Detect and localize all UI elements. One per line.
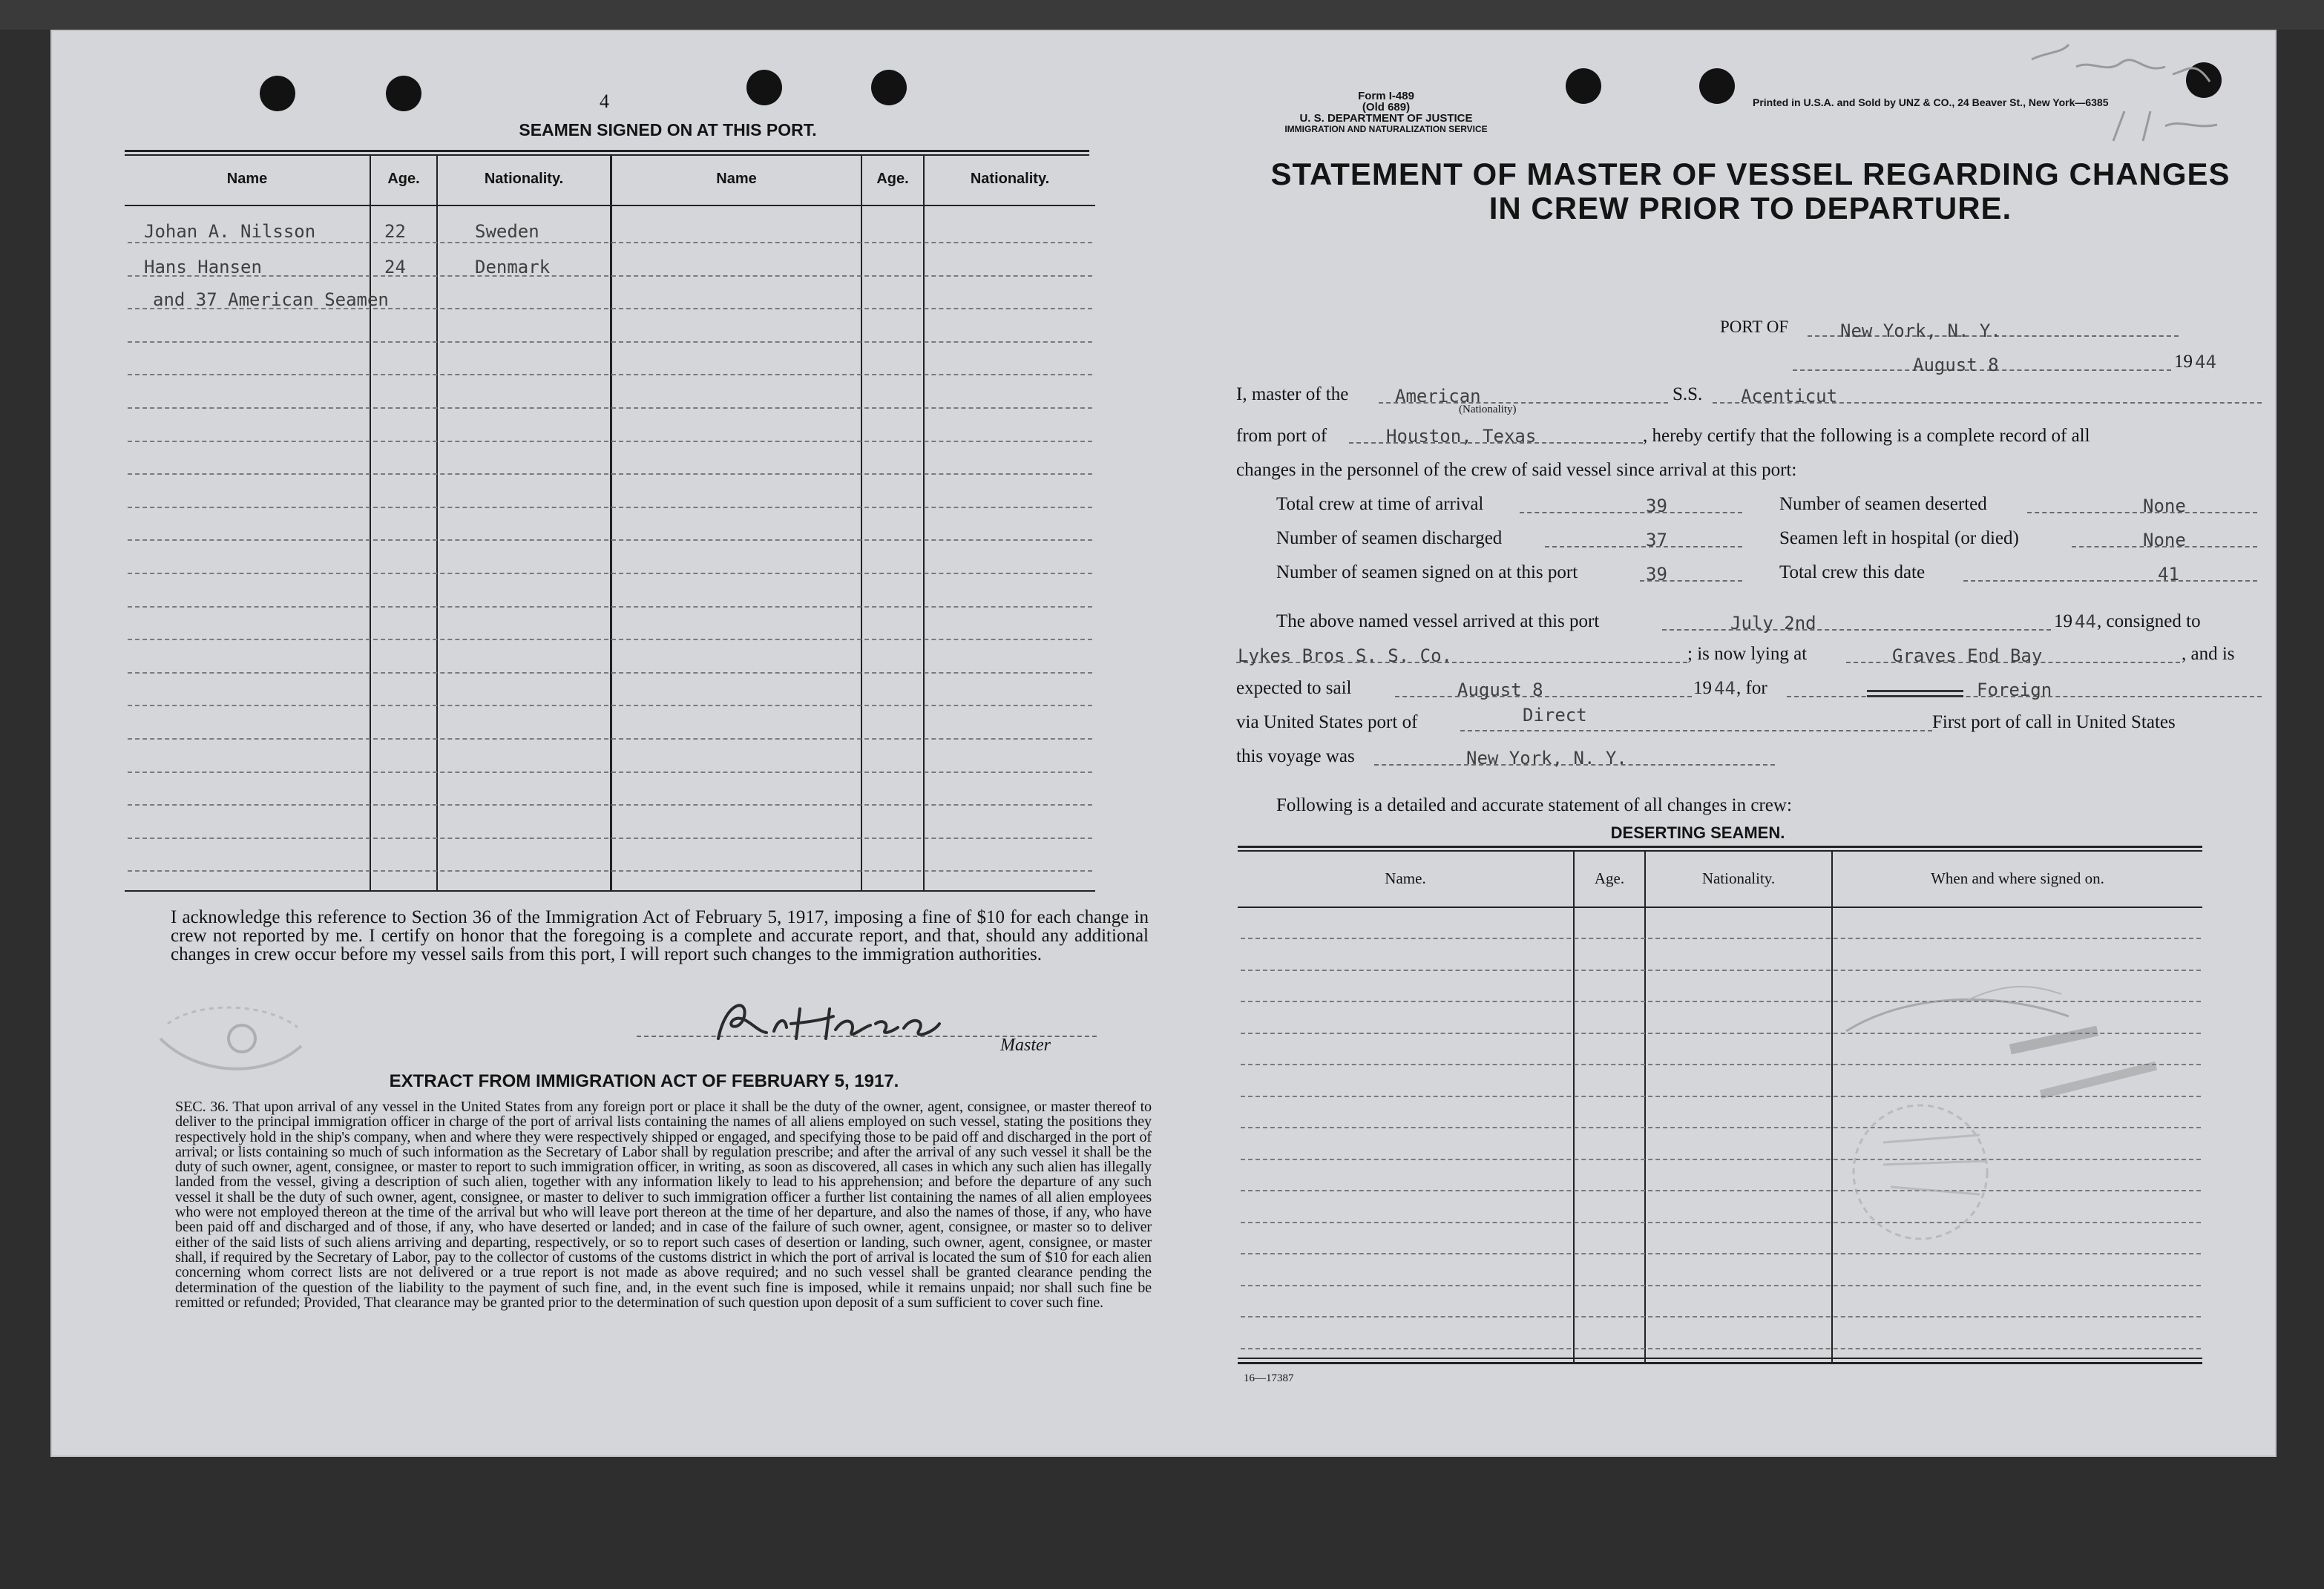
- top-border: [0, 0, 2324, 30]
- table-cell-nationality: Sweden: [475, 221, 539, 242]
- total-date-value: 41: [2158, 564, 2179, 585]
- table-row-line: [128, 639, 1092, 640]
- table-row-line: [128, 705, 1092, 706]
- table-cell-nationality: Denmark: [475, 257, 551, 277]
- table-rule: [1238, 1358, 2202, 1359]
- certify-text: , hereby certify that the following is a complete record of all: [1643, 426, 2090, 446]
- via-value: Direct: [1523, 705, 1587, 726]
- department-name: U. S. DEPARTMENT OF JUSTICE: [1299, 112, 1473, 125]
- expected-value: August 8: [1457, 680, 1543, 700]
- form-old-number: (Old 689): [1362, 101, 1411, 114]
- table-row-line: [128, 407, 1092, 409]
- table-row-line: [128, 539, 1092, 541]
- hospital-value: None: [2143, 530, 2186, 550]
- table-rule: [610, 154, 612, 890]
- form-number: Form I-489: [1358, 90, 1414, 102]
- footer-code: 16—17387: [1244, 1372, 1294, 1384]
- total-arrival-label: Total crew at time of arrival: [1276, 494, 1484, 514]
- form-header: [1201, 91, 1572, 135]
- form-title-line2: IN CREW PRIOR TO DEPARTURE.: [1488, 191, 2012, 226]
- table-row-line: [128, 573, 1092, 574]
- col-header-nationality: Nationality.: [484, 171, 564, 187]
- table-rule: [923, 154, 925, 890]
- discharged-value: 37: [1646, 530, 1667, 550]
- voyage-value: New York, N. Y.: [1466, 748, 1627, 769]
- table-row-line: [1241, 1316, 2201, 1317]
- table-rule: [1238, 846, 2202, 848]
- port-value: New York, N. Y.: [1840, 320, 2001, 341]
- lying-label: ; is now lying at: [1687, 644, 1808, 664]
- left-page-title: SEAMEN SIGNED ON AT THIS PORT.: [519, 120, 817, 139]
- deserting-title: DESERTING SEAMEN.: [1610, 823, 1785, 842]
- via-label: via United States port of: [1236, 712, 1418, 732]
- service-name: IMMIGRATION AND NATURALIZATION SERVICE: [1284, 124, 1488, 134]
- master-signature: [703, 987, 956, 1053]
- lying-value: Graves End Bay: [1892, 645, 2043, 666]
- table-row-line: [128, 441, 1092, 442]
- form-title: [1235, 157, 2266, 226]
- table-rule: [125, 890, 1095, 892]
- table-row-line: [128, 242, 1092, 243]
- table-row-line: [128, 870, 1092, 872]
- total-date-label: Total crew this date: [1779, 562, 1926, 582]
- table-row-line: [128, 507, 1092, 508]
- table-rule: [1238, 850, 2202, 852]
- fill-line: [1520, 512, 1742, 513]
- page-number: 4: [600, 91, 609, 112]
- nationality-caption: (Nationality): [1459, 404, 1517, 415]
- table-row-line: [128, 606, 1092, 608]
- fill-line: [1460, 730, 1932, 731]
- first-port-label: First port of call in United States: [1932, 712, 2176, 732]
- table-row-line: [1241, 1348, 2201, 1349]
- document-sheet: [50, 30, 2277, 1457]
- faded-stamp: [153, 987, 316, 1098]
- arrived-year-value: 44: [2075, 611, 2096, 632]
- acknowledgement-text: I acknowledge this reference to Section 36 of the Immigration Act of February 5, 1917, imposing a fine of $10 for each change in crew not reported by me. I certify on honor that the foregoing is a complete and accurate report, and that, should any additional changes in crew occur before my vessel sails from this port, I will report such changes to the immigration authorities.: [171, 907, 1149, 964]
- table-row-line: [128, 341, 1092, 343]
- struck-out-text: [1867, 678, 1963, 697]
- form-title-line1: STATEMENT OF MASTER OF VESSEL REGARDING CHANGES: [1270, 157, 2231, 191]
- col-header-age: Age.: [387, 171, 420, 187]
- master-of-label: I, master of the: [1236, 384, 1349, 404]
- table-row-line: [128, 838, 1092, 839]
- col-header-name-2: Name: [716, 171, 757, 187]
- table-cell-name: and 37 American Seamen: [153, 289, 389, 310]
- arrived-year-prefix: 19: [2054, 611, 2072, 631]
- table-row-line: [128, 473, 1092, 475]
- fill-line: [1662, 629, 2051, 631]
- table-row-line: [1241, 938, 2201, 939]
- table-rule: [861, 154, 862, 890]
- punch-hole: [386, 76, 421, 111]
- col-header-age-2: Age.: [876, 171, 909, 187]
- desert-col-name: Name.: [1385, 869, 1426, 887]
- from-port-label: from port of: [1236, 426, 1327, 446]
- extract-text: SEC. 36. That upon arrival of any vessel in the United States from any foreign port or place it shall be the duty of the owner, agent, consignee, or master thereof to deliver to the principal immigration officer in charge of the port of arrival lists containing the names of all aliens employed on such vessel, stating the positions they respectively hold in the ship's company, when and where they were respectively shipped or engaged, and specifying those to be paid off and discharged in the port of arrival; or lists containing so much of such information as the Secretary of Labor shall by regulation prescribe; and after the arrival of any such vessel it shall be the duty of such owner, agent, consignee, or master to report to such immigration officer, in writing, as soon as discovered, all cases in which any such alien has illegally landed from the vessel, giving a description of such alien, together with any information likely to lead to his apprehension; and before the departure of any such vessel it shall be the duty of such owner, agent, consignee, or master to deliver to such immigration officer a further list containing the names of all alien employees who were not employed thereon at the time of the arrival but who will leave port thereon at the time of her departure, and also the names of those, if any, who have been paid off and discharged and of those, if any, who have deserted or landed; and in case of the failure of such owner, agent, consignee, or master so to deliver either of the said lists of such aliens arriving and departing, respectively, or so to report such cases of desertion or landing, such owner, agent, consignee, or master shall, if required by the Secretary of Labor, pay to the collector of customs of the customs district in which the port of arrival is located the sum of $10 for each alien concerning whom correct lists are not delivered or a true report is not made as above required; and no such vessel shall be granted clearance pending the determination of the question of the liability to the payment of such fine, and, in the event such fine is imposed, while it remains unpaid; nor shall such fine be remitted or refunded; Provided, That clearance may be granted prior to the determination of such question upon deposit of a sum sufficient to cover such fine.: [175, 1099, 1152, 1311]
- for-label: , for: [1736, 678, 1767, 698]
- fill-line: [1395, 696, 1692, 697]
- table-row-line: [128, 804, 1092, 806]
- signed-on-value: 39: [1646, 564, 1667, 585]
- table-row-line: [128, 672, 1092, 674]
- year-value: 44: [2195, 352, 2216, 372]
- table-row-line: [128, 374, 1092, 375]
- vessel-name: Acenticut: [1741, 386, 1838, 407]
- changes-text: changes in the personnel of the crew of said vessel since arrival at this port:: [1236, 460, 1797, 480]
- table-cell-age: 22: [384, 221, 406, 242]
- table-rule: [1238, 1362, 2202, 1364]
- expected-year-value: 44: [1714, 678, 1736, 699]
- nationality-value: American: [1395, 386, 1481, 407]
- table-row-line: [128, 772, 1092, 773]
- total-arrival-value: 39: [1646, 496, 1667, 516]
- table-rule: [125, 154, 1089, 156]
- discharged-label: Number of seamen discharged: [1276, 528, 1503, 548]
- arrived-label: The above named vessel arrived at this port: [1276, 611, 1600, 631]
- table-rule: [1238, 907, 2202, 908]
- table-cell-age: 24: [384, 257, 406, 277]
- from-port-value: Houston, Texas: [1386, 426, 1537, 447]
- handwritten-annotation: [1995, 30, 2277, 156]
- table-row-line: [128, 738, 1092, 740]
- year-prefix: 19: [2174, 352, 2193, 372]
- port-label: PORT OF: [1720, 318, 1789, 336]
- punch-hole: [871, 70, 907, 105]
- date-value: August 8: [1913, 355, 1999, 375]
- consignee-value: Lykes Bros S. S. Co.: [1238, 645, 1452, 666]
- faded-stamp: [1816, 950, 2187, 1291]
- ss-label: S.S.: [1673, 384, 1703, 404]
- hospital-label: Seamen left in hospital (or died): [1779, 528, 2019, 548]
- fill-line: [1963, 580, 2257, 582]
- deserted-value: None: [2143, 496, 2186, 516]
- expected-label: expected to sail: [1236, 678, 1352, 698]
- printer-credit: Printed in U.S.A. and Sold by UNZ & CO., 24 Beaver St., New York—6385: [1753, 96, 2109, 108]
- and-is-label: , and is: [2182, 644, 2235, 664]
- expected-year-prefix: 19: [1693, 678, 1712, 698]
- punch-hole: [260, 76, 295, 111]
- table-rule: [436, 154, 438, 890]
- master-label: Master: [1000, 1036, 1051, 1055]
- fill-line: [1545, 546, 1742, 547]
- arrived-value: July 2nd: [1730, 613, 1816, 634]
- table-rule: [125, 150, 1089, 152]
- voyage-label: this voyage was: [1236, 746, 1355, 766]
- punch-hole: [1699, 68, 1735, 104]
- fill-line: [2027, 512, 2257, 513]
- extract-title: EXTRACT FROM IMMIGRATION ACT OF FEBRUARY 5, 1917.: [389, 1071, 899, 1091]
- desert-col-nationality: Nationality.: [1701, 869, 1776, 887]
- for-value: Foreign: [1977, 680, 2052, 700]
- deserted-label: Number of seamen deserted: [1779, 494, 1987, 514]
- consigned-label: , consigned to: [2097, 611, 2201, 631]
- following-text: Following is a detailed and accurate statement of all changes in crew:: [1276, 795, 1792, 815]
- table-cell-name: Hans Hansen: [144, 257, 262, 277]
- signed-on-label: Number of seamen signed on at this port: [1276, 562, 1578, 582]
- table-cell-name: Johan A. Nilsson: [144, 221, 316, 242]
- punch-hole: [746, 70, 782, 105]
- col-header-nationality-2: Nationality.: [970, 171, 1050, 187]
- desert-col-age: Age.: [1594, 869, 1625, 887]
- table-rule: [370, 154, 371, 890]
- table-row-line: [128, 275, 1092, 277]
- col-header-name: Name: [226, 171, 268, 187]
- desert-col-signed-on: When and where signed on.: [1931, 869, 2104, 887]
